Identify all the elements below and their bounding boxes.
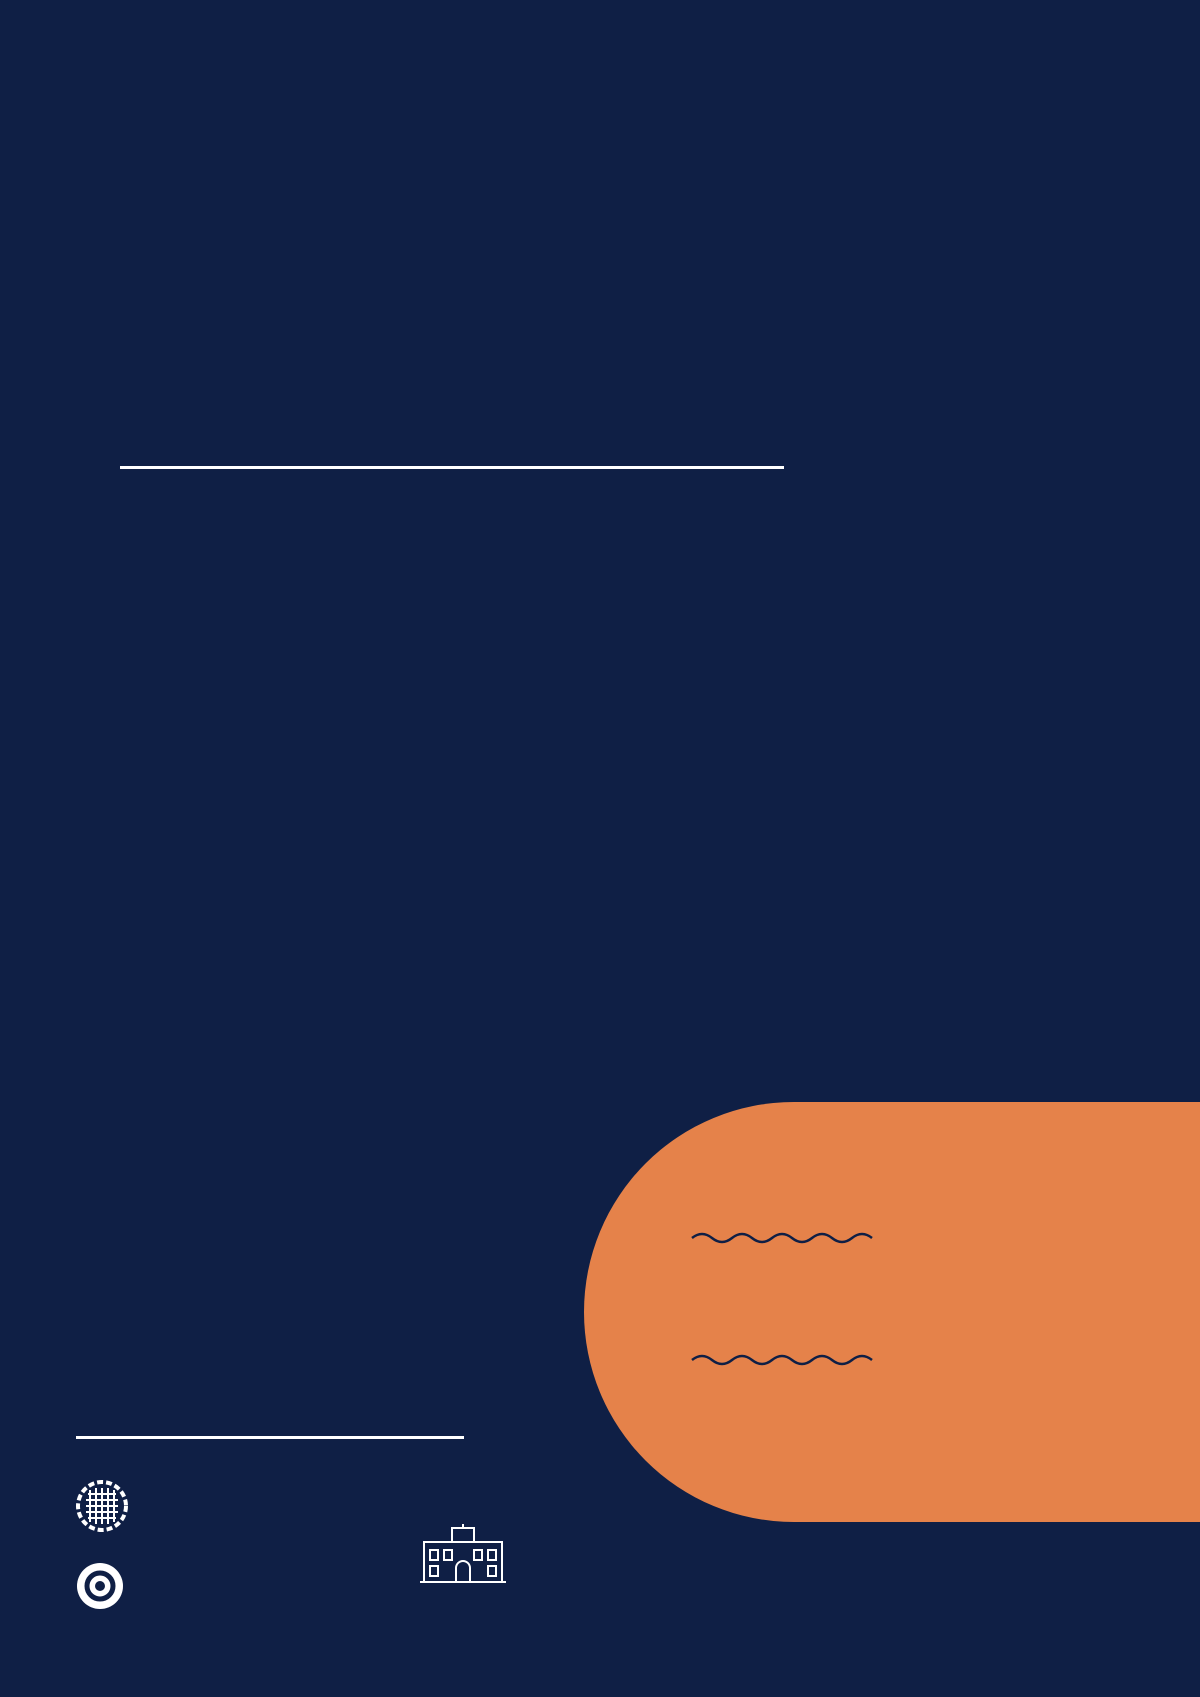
squiggle-divider: [690, 1228, 880, 1248]
agilyza-logo-icon: [74, 1478, 130, 1534]
tomelloso-building-icon: [418, 1524, 508, 1586]
organiza-divider: [76, 1436, 464, 1439]
squiggle-divider: [690, 1350, 880, 1370]
proyecto-eme-logo-icon: [76, 1562, 124, 1610]
program-item: [120, 671, 1070, 673]
program-item: [120, 983, 1070, 985]
programa-divider: [120, 466, 784, 469]
program-item: [120, 580, 1070, 582]
event-info-panel: [584, 1102, 1200, 1522]
